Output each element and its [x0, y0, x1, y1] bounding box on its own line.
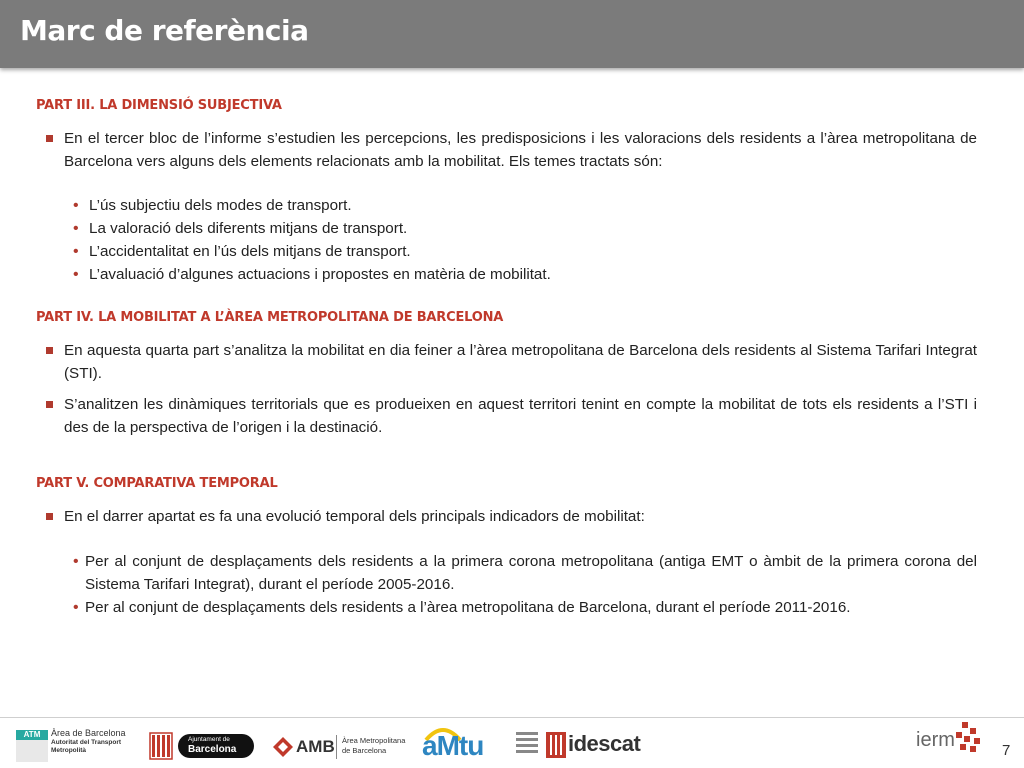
amb-logo: AMB Àrea Metropolitana de Barcelona — [272, 733, 404, 761]
bullet-dot-icon: • — [73, 220, 79, 237]
bullet-dot-icon: • — [73, 197, 79, 214]
page-title: Marc de referència — [20, 14, 309, 47]
square-bullet-icon — [46, 401, 53, 408]
section-heading-part-iv: PART IV. LA MOBILITAT A L’ÀREA METROPOLITANA DE BARCELONA — [36, 310, 504, 325]
section-paragraph: En el darrer apartat es fa una evolució temporal dels principals indicadors de mobilitat: — [64, 508, 645, 525]
bullet-dot-icon: • — [73, 243, 79, 260]
title-bar — [0, 0, 1024, 68]
bullet-dot-icon: • — [73, 599, 79, 616]
list-item: L’avaluació d’algunes actuacions i propostes en matèria de mobilitat. — [89, 266, 551, 283]
amtu-logo: aMtu — [420, 724, 540, 764]
list-item: L’ús subjectiu dels modes de transport. — [89, 197, 352, 214]
list-item: Per al conjunt de desplaçaments dels residents a la primera corona metropolitana (antiga EMT o àmbit de la primera corona del Sistema Tarifari Integrat), durant el període 2005-2016. — [85, 553, 977, 593]
section-paragraph: En el tercer bloc de l’informe s’estudien les percepcions, les predisposicions i les valoracions dels residents a l’àrea metropolitana de Barcelona vers alguns dels elements relacionats amb la mobilitat. Els temes tractats són: — [64, 130, 977, 170]
section-paragraph: S’analitzen les dinàmiques territorials que es produeixen en aquest territori tenint en compte la mobilitat de tots els residents a l’STI i des de la perspectiva de l’origen i la destinació. — [64, 396, 977, 436]
footer-divider — [0, 717, 1024, 718]
ierm-logo: ierm — [914, 722, 984, 758]
atm-logo: ATM Àrea de Barcelona Autoritat del Transport Metropolità — [16, 728, 128, 764]
section-heading-part-v: PART V. COMPARATIVA TEMPORAL — [36, 476, 278, 491]
list-item: L’accidentalitat en l’ús dels mitjans de transport. — [89, 243, 411, 260]
ajuntament-barcelona-logo: Ajuntament de Barcelona — [148, 731, 254, 761]
square-bullet-icon — [46, 347, 53, 354]
bullet-dot-icon: • — [73, 553, 79, 570]
idescat-logo: idescat — [546, 730, 650, 760]
page-number: 7 — [1002, 742, 1011, 759]
list-item: Per al conjunt de desplaçaments dels residents a l’àrea metropolitana de Barcelona, durant el període 2011-2016. — [85, 599, 851, 616]
list-item: La valoració dels diferents mitjans de transport. — [89, 220, 408, 237]
square-bullet-icon — [46, 135, 53, 142]
section-paragraph: En aquesta quarta part s’analitza la mobilitat en dia feiner a l’àrea metropolitana de Barcelona dels residents al Sistema Tarifari Integrat (STI). — [64, 342, 977, 382]
section-heading-part-iii: PART III. LA DIMENSIÓ SUBJECTIVA — [36, 98, 282, 113]
bullet-dot-icon: • — [73, 266, 79, 283]
square-bullet-icon — [46, 513, 53, 520]
